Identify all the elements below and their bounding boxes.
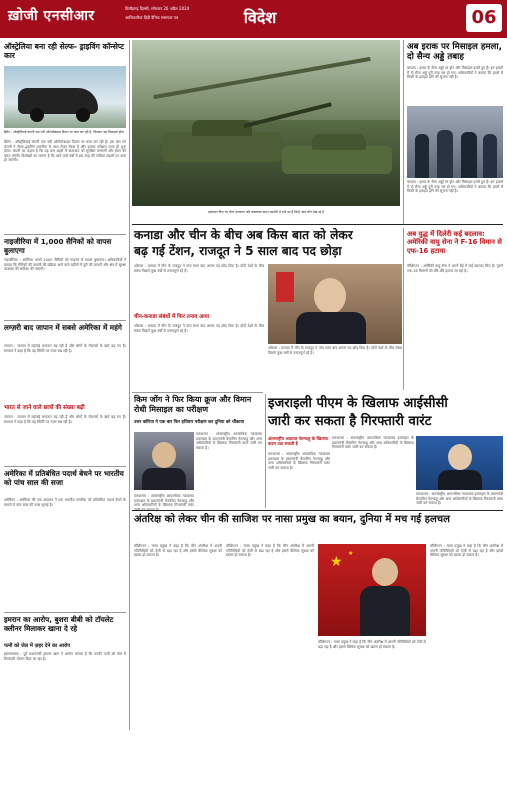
japan-subhead: भारत से जाने वाले छात्रों की संख्या बढ़ी: [4, 405, 85, 411]
nasa-body-2: वॉशिंगटन : नासा प्रमुख ने कहा है कि चीन अंतरिक्ष में अपनी गतिविधियों को तेजी से बढ़ा रहा है और इससे वैश्विक सुरक्षा को खतरा हो सकता है।: [226, 544, 314, 558]
canada-body: ओटावा : कनाडा में चीन के राजदूत ने पांच साल बाद अपना पद छोड़ दिया है। दोनों देशों के बीच संबंध पिछले कुछ वर्षों से तनावपूर्ण रहे हैं।: [134, 264, 264, 273]
kim-body: यरूशलम : अंतरराष्ट्रीय आपराधिक न्यायालय इजराइल के प्रधानमंत्री बेंजामिन नेतन्याहू और अन्य अधिकारियों के खिलाफ गिरफ्तारी वारंट जारी कर सकता है।: [196, 432, 262, 450]
drone-body: ब्रिटेन : ऑस्ट्रेलियाई कंपनी एक नयी ऑटोमोबाइल विज़न पर काम कर रही है। इस कार को कंपनी ने सेल्फ-ड्राइविंग तकनीक के साथ तैयार किया है और इसका परीक्षण जल्द ही शुरू होगा। कंपनी का कहना है कि यह कार शहरों में यातायात को सुरक्षित बनाएगी और ईंधन की बचत करेगी। विशेषज्ञों का मानना है कि आने वाले वर्षों में इस तरह की गाड़ियां सड़कों पर आम हो जाएंगी।: [4, 140, 126, 163]
tanks-caption: इस्तेमाल किए गए सैन्य उपकरण और बख्तरबंद वाहन प्रदर्शनी में रखे गए हैं जिन्हें आम लोग देख रहे हैं: [208, 210, 324, 214]
japan-body: जापान : जापान में महंगाई लगातार बढ़ रही है और लोगों के रोज़मर्रा के खर्च बढ़ गए हैं। सरकार ने कहा है कि वह स्थिति पर नज़र रख रही है।: [4, 344, 126, 353]
missile-body: बगदाद : इराक के सैन्य अड्डों पर ड्रोन और मिसाइल हमले हुए हैं। इन हमलों में दो सैन्य अड्डे पूरी तरह नष्ट हो गए। अधिकारियों ने बताया कि हमले में किसी के हताहत होने की सूचना नहीं है।: [407, 66, 503, 80]
officials-photo: [407, 106, 503, 178]
imran-subhead: पत्नी को जेल में ज़हर देने का आरोप: [4, 643, 71, 649]
ambassador-body: ओटावा : कनाडा में चीन के राजदूत ने पांच साल बाद अपना पद छोड़ दिया है। दोनों देशों के बीच संबंध पिछले कुछ वर्षों से तनावपूर्ण रहे हैं।: [268, 346, 402, 355]
ambassador-photo: [268, 264, 402, 344]
masthead-subline-2: आधिकारिक हिंदी दैनिक समाचार पत्र: [125, 15, 179, 20]
drone-photo: [4, 66, 126, 128]
page-number-box: [466, 4, 502, 32]
missile-body-2: बगदाद : इराक के सैन्य अड्डों पर ड्रोन और मिसाइल हमले हुए हैं। इन हमलों में दो सैन्य अड्डे पूरी तरह नष्ट हो गए। अधिकारियों ने बताया कि हमले में किसी के हताहत होने की सूचना नहीं है।: [407, 180, 503, 194]
masthead: [0, 0, 507, 38]
article-indians-title: अमेरिका में प्रतिबंधित पदार्थ बेचने पर भारतीय को पांच साल की सजा: [4, 469, 124, 487]
masthead-subline: चितौड़गढ़ दिल्ली, सोमवार 26 अप्रैल 2024: [125, 6, 190, 11]
main-headline-1: कनाडा और चीन के बीच अब किस बात को लेकर: [134, 228, 353, 242]
kim-photo: [134, 432, 194, 490]
article-missile-title: अब इराक पर मिसाइल हमला, दो सैन्य अड्डे तबाह: [407, 42, 502, 62]
nigeria-body: नाइजीरिया : अमेरिका अपने 1000 सैनिकों को नाइजर से वापस बुलाएगा। अधिकारियों ने बताया कि सैनिकों की वापसी की प्रक्रिया आने वाले महीनों में पूरी की जाएगी और क्षेत्र में सुरक्षा व्यवस्था की समीक्षा की जाएगी।: [4, 258, 126, 272]
imran-body: इस्लामाबाद : पूर्व प्रधानमंत्री इमरान खान ने आरोप लगाया है कि उनकी पत्नी को जेल में मिलावटी भोजन दिया जा रहा है।: [4, 652, 126, 661]
canada-body-2: ओटावा : कनाडा में चीन के राजदूत ने पांच साल बाद अपना पद छोड़ दिया है। दोनों देशों के बीच संबंध पिछले कुछ वर्षों से तनावपूर्ण रहे हैं।: [134, 324, 264, 333]
article-imran-title: इमरान का आरोप, बुशरा बीबी को टॉयलेट क्लीनर मिलाकर खाना दे रहे: [4, 615, 114, 633]
main-headline-2: बढ़ गई टेंशन, राजदूत ने 5 साल बाद पद छोड़ा: [134, 244, 342, 258]
nasa-body-4: वॉशिंगटन : नासा प्रमुख ने कहा है कि चीन अंतरिक्ष में अपनी गतिविधियों को तेजी से बढ़ा रहा है और इससे वैश्विक सुरक्षा को खतरा हो सकता है।: [430, 544, 503, 558]
canada-subhead: चीन-कनाडा संबंधों में फिर तनाव आया: [134, 314, 210, 320]
israel-body-3: यरूशलम : अंतरराष्ट्रीय आपराधिक न्यायालय इजराइल के प्रधानमंत्री बेंजामिन नेतन्याहू और अन्य अधिकारियों के खिलाफ गिरफ्तारी वारंट जारी कर सकता है।: [416, 492, 503, 506]
israel-body: यरूशलम : अंतरराष्ट्रीय आपराधिक न्यायालय इजराइल के प्रधानमंत्री बेंजामिन नेतन्याहू और अन्य अधिकारियों के खिलाफ गिरफ्तारी वारंट जारी कर सकता है।: [268, 452, 330, 470]
xi-photo: ★ ★: [318, 544, 426, 636]
kim-subhead: उत्तर कोरिया ने एक बार फिर हथियार परीक्षण कर दुनिया को चौंकाया: [134, 420, 245, 425]
article-drone-title: ऑस्ट्रेलिया बना रही सेल्फ- ड्राइविंग कॉन्सेप्ट कार: [4, 42, 125, 60]
indians-body: अमेरिका : अमेरिका की एक अदालत ने एक भारतीय नागरिक को प्रतिबंधित पदार्थ बेचने के मामले में पांच साल की सजा सुनाई है।: [4, 498, 126, 507]
nasa-body-3: वॉशिंगटन : नासा प्रमुख ने कहा है कि चीन अंतरिक्ष में अपनी गतिविधियों को तेजी से बढ़ा रहा है और इससे वैश्विक सुरक्षा को खतरा हो सकता है।: [318, 640, 426, 649]
paper-name: ख़ोजी एनसीआर: [8, 8, 95, 24]
article-nigeria-title: नाइजीरिया में 1,000 सैनिकों को वापस बुलाएगा: [4, 237, 112, 255]
israel-title-2: जारी कर सकता है गिरफ्तारी वारंट: [268, 414, 432, 429]
article-us-title: अब युद्ध में दिलेरी कई बदलाव: अमेरिकी वायु सेना ने F-16 विमान से एफ-16 हटाया: [407, 230, 502, 255]
nasa-headline: अंतरिक्ष को लेकर चीन की साजिश पर नासा प्रमुख का बयान, दुनिया में मच गई हलचल: [134, 514, 450, 525]
kim-body-2: यरूशलम : अंतरराष्ट्रीय आपराधिक न्यायालय इजराइल के प्रधानमंत्री बेंजामिन नेतन्याहू और अन्य अधिकारियों के खिलाफ गिरफ्तारी वारंट: [134, 494, 194, 508]
tanks-photo: [132, 40, 400, 206]
israel-title-1: इजराइली पीएम के खिलाफ आईसीसी: [268, 396, 448, 411]
israel-body-2: यरूशलम : अंतरराष्ट्रीय आपराधिक न्यायालय इजराइल के प्रधानमंत्री बेंजामिन नेतन्याहू और अन्य अधिकारियों के खिलाफ गिरफ्तारी वारंट जारी कर सकता है।: [332, 436, 414, 450]
page-number: 06: [471, 7, 497, 28]
column-divider: [129, 40, 130, 730]
nasa-body-1: वॉशिंगटन : नासा प्रमुख ने कहा है कि चीन अंतरिक्ष में अपनी गतिविधियों को तेजी से बढ़ा रहा है और इससे वैश्विक सुरक्षा को खतरा हो सकता है।: [134, 544, 222, 558]
drone-caption: ब्रिटेन : ऑस्ट्रेलियाई कंपनी एक नयी ऑटोमोबाइल विज़न पर काम कर रही है, जिसका नाम मिसाइल होगा: [4, 130, 124, 134]
article-kim-title: किम जोंग ने फिर किया क्रूज और विमान रोधी मिसाइल का परीक्षण: [134, 395, 252, 414]
article-japan-title: लग्ज़री बाद जापान में सबसे अमेरिका में महंगे: [4, 323, 122, 332]
netanyahu-photo: [416, 436, 503, 490]
japan-body-2: जापान : जापान में महंगाई लगातार बढ़ रही है और लोगों के रोज़मर्रा के खर्च बढ़ गए हैं। सरकार ने कहा है कि वह स्थिति पर नज़र रख रही है।: [4, 415, 126, 424]
us-body: वॉशिंगटन : अमेरिकी वायु सेना ने अपने बेड़े में कई बदलाव किए हैं। पुराने एफ-16 विमानों को धीरे-धीरे हटाया जा रहा है।: [407, 264, 503, 273]
section-title: विदेश: [243, 8, 277, 27]
israel-subhead: अंतरराष्ट्रीय अदालत नेतन्याहू के खिलाफ कदम उठा सकती है: [268, 436, 329, 447]
